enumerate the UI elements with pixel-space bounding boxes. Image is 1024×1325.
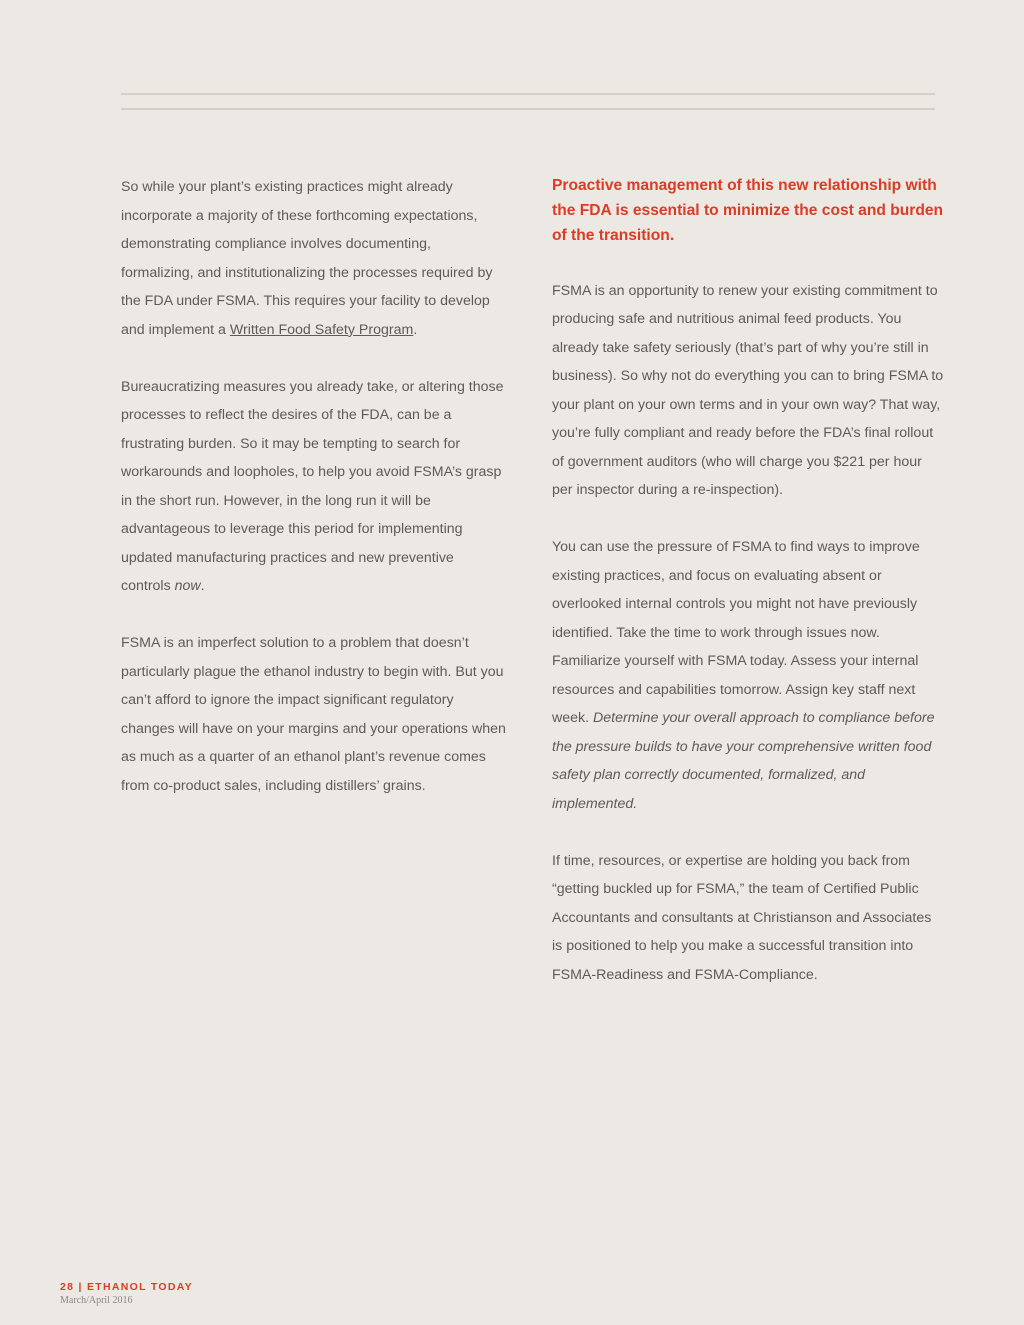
footer-page-label: 28 | ETHANOL TODAY: [60, 1281, 193, 1293]
header-rule-top: [121, 93, 935, 95]
right-paragraph-2: You can use the pressure of FSMA to find ways to improve existing practices, and focus on evaluating absent or overlooked internal controls you might not have previously identified. Take the time to work through issues now. Familiarize yourself with FSMA today. Assess your internal resources and capabilities tomorrow. Assign key staff next week. Determine your overall approach to compliance before the pressure builds to have your comprehensive written food safety plan correctly documented, formalized, and implemented.: [552, 539, 935, 812]
left-paragraph-2: Bureaucratizing measures you already take, or altering those processes to reflect the desires of the FDA, can be a frustrating burden. So it may be tempting to search for workarounds and loopholes, to help you avoid FSMA’s grasp in the short run. However, in the long run it will be advantageous to leverage this period for implementing updated manufacturing practices and new preventive controls now.: [121, 378, 504, 594]
emphasis-determine-approach: Determine your overall approach to compliance before the pressure builds to have your comprehensive written food safety plan correctly documented, formalized, and implemented.: [552, 710, 935, 812]
left-column: [121, 173, 506, 829]
header-rule-bottom: [121, 108, 935, 110]
emphasis-now: now: [174, 578, 201, 594]
left-paragraph-1: So while your plant’s existing practices might already incorporate a majority of these forthcoming expectations, demonstrating compliance involves documenting, formalizing, and institutionalizing the processes required by the FDA under FSMA. This requires your facility to develop and implement a Written Food Safety Program.: [121, 179, 493, 338]
pull-quote: Proactive management of this new relationship with the FDA is essential to minimize the cost and burden of the transition.: [552, 177, 944, 244]
written-food-safety-program-link[interactable]: Written Food Safety Program: [229, 321, 414, 338]
right-paragraph-3: If time, resources, or expertise are holding you back from “getting buckled up for FSMA,” the team of Certified Public Accountants and consultants at Christianson and Associates is positioned to help you make a successful transition into FSMA-Readiness and FSMA-Compliance.: [552, 852, 932, 983]
left-paragraph-3: FSMA is an imperfect solution to a problem that doesn’t particularly plague the ethanol industry to begin with. But you can’t afford to ignore the impact significant regulatory changes will have on your margins and your operations when as much as a quarter of an ethanol plant’s revenue comes from co-product sales, including distillers’ grains.: [121, 635, 506, 794]
footer-issue-date: March/April 2016: [60, 1295, 133, 1306]
right-paragraph-1: FSMA is an opportunity to renew your existing commitment to producing safe and nutritious animal feed products. You already take safety seriously (that’s part of why you’re still in business). So why not do everything you can to bring FSMA to your plant on your own terms and in your own way? That way, you’re fully compliant and ready before the FDA’s final rollout of government auditors (who will charge you $221 per hour per inspector during a re-inspection).: [552, 282, 944, 498]
page-footer: [60, 1280, 193, 1307]
right-column: [552, 173, 944, 1018]
